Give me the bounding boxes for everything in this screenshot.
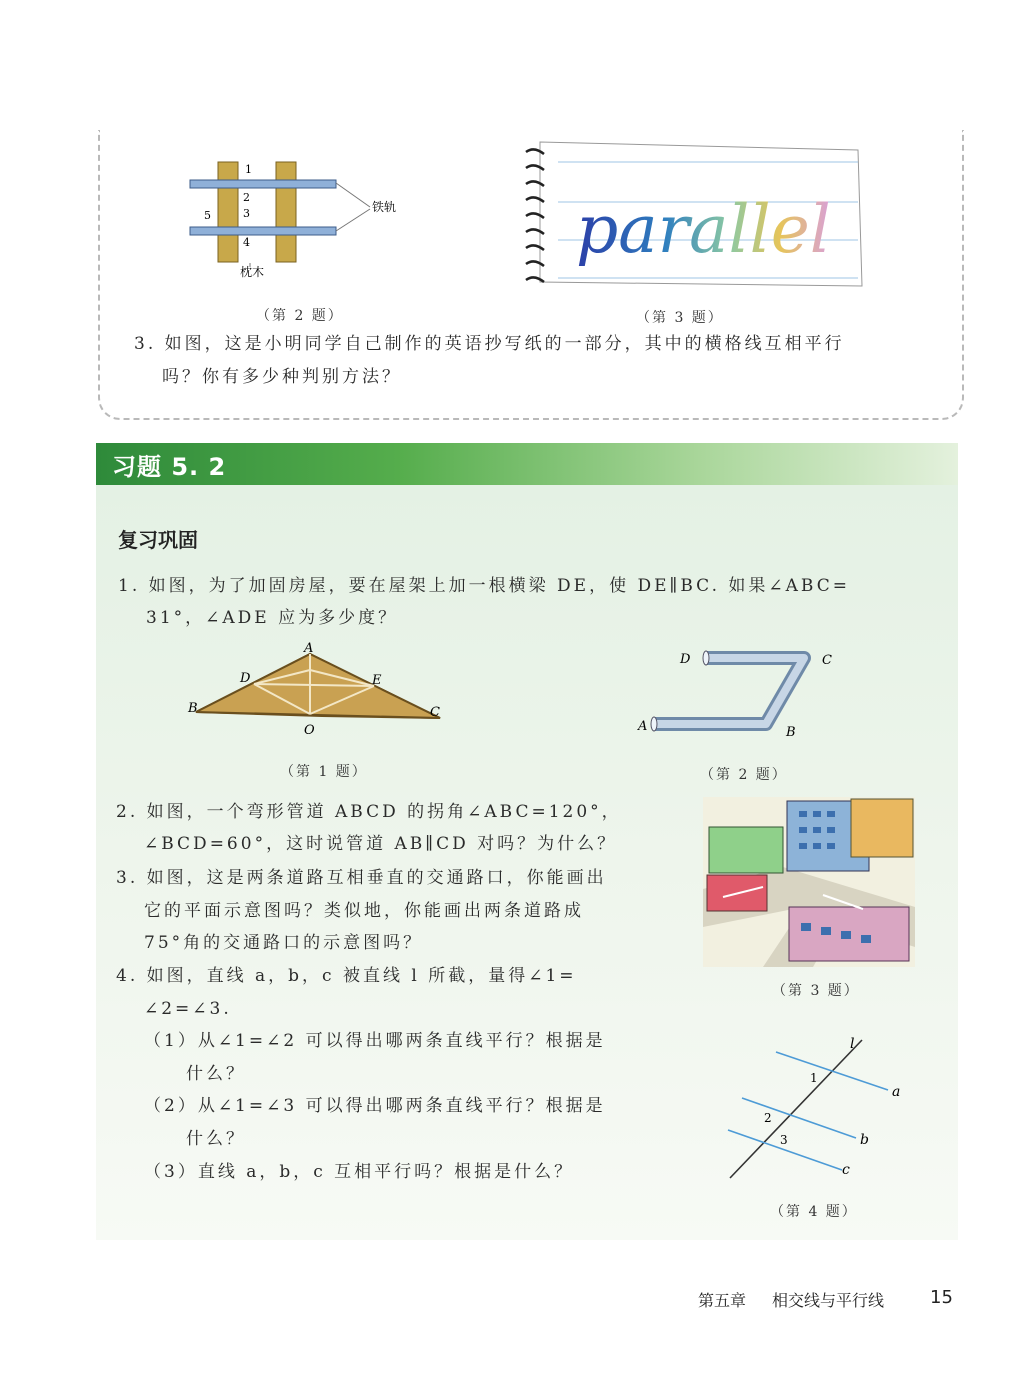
ex4-sub2-line2: 什么？ — [186, 1129, 246, 1149]
sleeper-left — [218, 162, 238, 262]
ex4-sub1-line1: （1）从∠1=∠2 可以得出哪两条直线平行？根据是 — [144, 1031, 606, 1051]
point-label: B — [786, 725, 796, 740]
figure-caption: （第 3 题） — [636, 310, 724, 326]
transversal-figure — [716, 1030, 916, 1190]
angle-label: 4 — [243, 236, 250, 249]
bent-pipe-figure — [636, 642, 836, 742]
rail-label: 铁轨 — [372, 200, 397, 214]
rail-sleeper-figure — [180, 155, 420, 290]
chapter-title: 相交线与平行线 — [772, 1291, 885, 1310]
line-label: l — [850, 1036, 855, 1052]
building — [709, 827, 783, 873]
ex1-line2: 31°，∠ADE 应为多少度？ — [146, 608, 399, 628]
question-3-line2: 吗？你有多少种判别方法？ — [162, 367, 402, 387]
ex3-line2: 它的平面示意图吗？类似地，你能画出两条道路成 — [144, 901, 584, 921]
section-title: 习题 5. 2 — [112, 453, 227, 481]
line-l — [730, 1040, 862, 1178]
ex4-line2: ∠2=∠3. — [144, 999, 232, 1019]
line-label: a — [892, 1084, 901, 1100]
rail-top — [190, 180, 336, 188]
figure-caption: （第 2 题） — [700, 767, 788, 783]
ex3-line3: 75°角的交通路口的示意图吗？ — [144, 933, 424, 953]
ex4-sub2-line1: （2）从∠1=∠3 可以得出哪两条直线平行？根据是 — [144, 1096, 606, 1116]
roof-truss-figure — [186, 640, 456, 740]
ex4-line1: 4. 如图，直线 a，b，c 被直线 l 所截，量得∠1= — [116, 966, 577, 986]
point-label: E — [372, 673, 382, 688]
ex3-line1: 3. 如图，这是两条道路互相垂直的交通路口，你能画出 — [116, 868, 607, 888]
line-label: b — [860, 1132, 869, 1148]
point-label: A — [304, 641, 314, 656]
point-label: O — [304, 723, 315, 738]
ex4-sub1-line2: 什么？ — [186, 1064, 246, 1084]
figure-caption: （第 4 题） — [770, 1204, 858, 1220]
angle-label: 5 — [204, 209, 211, 222]
point-label: C — [822, 653, 832, 668]
ex2-line1: 2. 如图，一个弯形管道 ABCD 的拐角∠ABC=120°， — [116, 802, 622, 822]
ex4-sub3: （3）直线 a，b，c 互相平行吗？根据是什么？ — [144, 1162, 575, 1182]
line-a — [776, 1052, 888, 1090]
sleeper-right — [276, 162, 296, 262]
point-label: B — [188, 701, 198, 716]
parallel-word: parallel — [576, 191, 831, 268]
angle-label: 2 — [243, 191, 250, 204]
sleeper-label: 枕木 — [240, 265, 265, 279]
question-3-line1: 3. 如图，这是小明同学自己制作的英语抄写纸的一部分，其中的横格线互相平行 — [134, 334, 845, 354]
building — [851, 799, 913, 857]
ex2-line2: ∠BCD=60°，这时说管道 AB∥CD 对吗？为什么？ — [144, 834, 618, 854]
intersection-illustration — [703, 797, 915, 967]
figure-caption: （第 2 题） — [256, 308, 344, 324]
rail-bottom — [190, 227, 336, 235]
notebook-figure — [518, 140, 870, 290]
rail-pointer-line — [336, 183, 370, 207]
sub-heading: 复习巩固 — [118, 528, 198, 552]
figure-caption: （第 3 题） — [772, 983, 860, 999]
point-label: A — [638, 719, 648, 734]
chapter-number: 第五章 — [698, 1291, 747, 1310]
angle-label: 3 — [243, 207, 250, 220]
ex1-line1: 1. 如图，为了加固房屋，要在屋架上加一根横梁 DE，使 DE∥BC. 如果∠ABC= — [118, 576, 850, 596]
page-number: 15 — [930, 1287, 953, 1308]
point-label: D — [240, 671, 251, 686]
angle-label: 3 — [780, 1133, 788, 1147]
point-label: C — [430, 705, 440, 720]
figure-caption: （第 1 题） — [280, 764, 368, 780]
angle-label: 1 — [245, 163, 252, 176]
angle-label: 1 — [810, 1071, 818, 1085]
rail-pointer-line — [336, 209, 370, 231]
angle-label: 2 — [764, 1111, 772, 1125]
point-label: D — [680, 652, 691, 667]
line-b — [742, 1098, 856, 1138]
line-label: c — [842, 1162, 850, 1178]
